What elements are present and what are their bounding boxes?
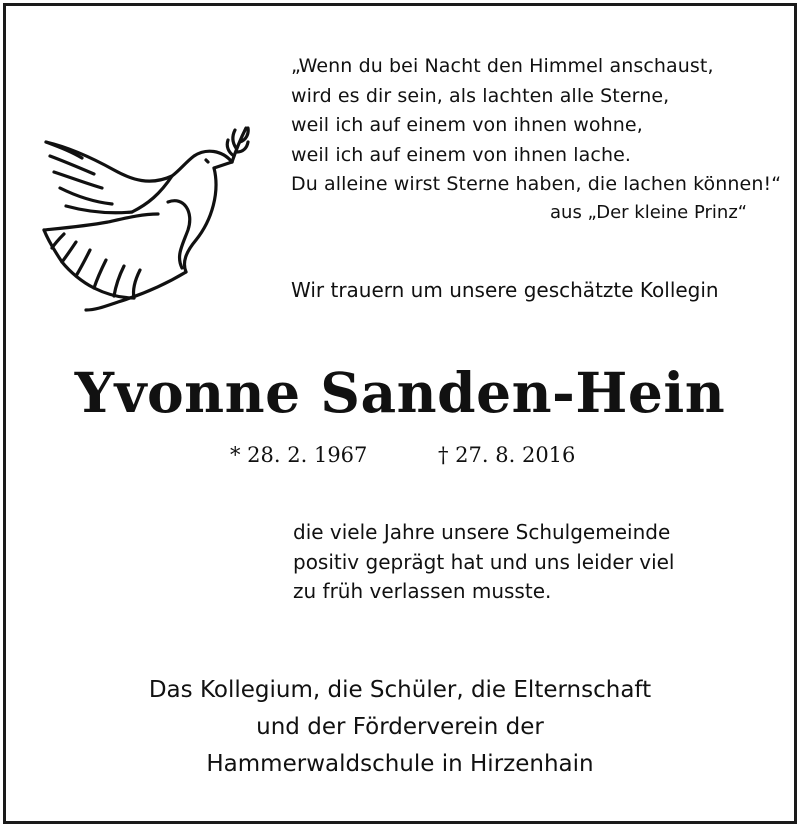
quote-source: aus „Der kleine Prinz“ [550, 202, 748, 223]
little-prince-quote [291, 52, 782, 200]
signatory-line: und der Förderverein der [256, 714, 544, 740]
quote-line: Du alleine wirst Sterne haben, die lachen können!“ [291, 173, 782, 195]
deceased-name: Yvonne Sanden-Hein [74, 360, 726, 425]
signatory-line: Das Kollegium, die Schüler, die Elternschaft [148, 677, 652, 703]
tribute-text [293, 518, 674, 607]
quote-line: weil ich auf einem von ihnen lache. [291, 143, 632, 166]
signatory-line: Hammerwaldschule in Hirzenhain [206, 751, 594, 777]
quote-line: weil ich auf einem von ihnen wohne, [291, 114, 643, 136]
quote-line: „Wenn du bei Nacht den Himmel anschaust, [291, 55, 714, 77]
tribute-line: die viele Jahre unsere Schulgemeinde [293, 520, 671, 544]
tribute-line: zu früh verlassen musste. [293, 579, 552, 603]
birth-date: * 28. 2. 1967 [230, 443, 368, 467]
mourning-line: Wir trauern um unsere geschätzte Kollegin [291, 278, 719, 302]
signatories [0, 672, 800, 783]
death-date: † 27. 8. 2016 [438, 443, 576, 467]
tribute-line: positiv geprägt hat und uns leider viel [293, 549, 675, 574]
quote-line: wird es dir sein, als lachten alle Sterne, [291, 84, 670, 107]
dove-with-olive-branch-icon [36, 122, 262, 312]
